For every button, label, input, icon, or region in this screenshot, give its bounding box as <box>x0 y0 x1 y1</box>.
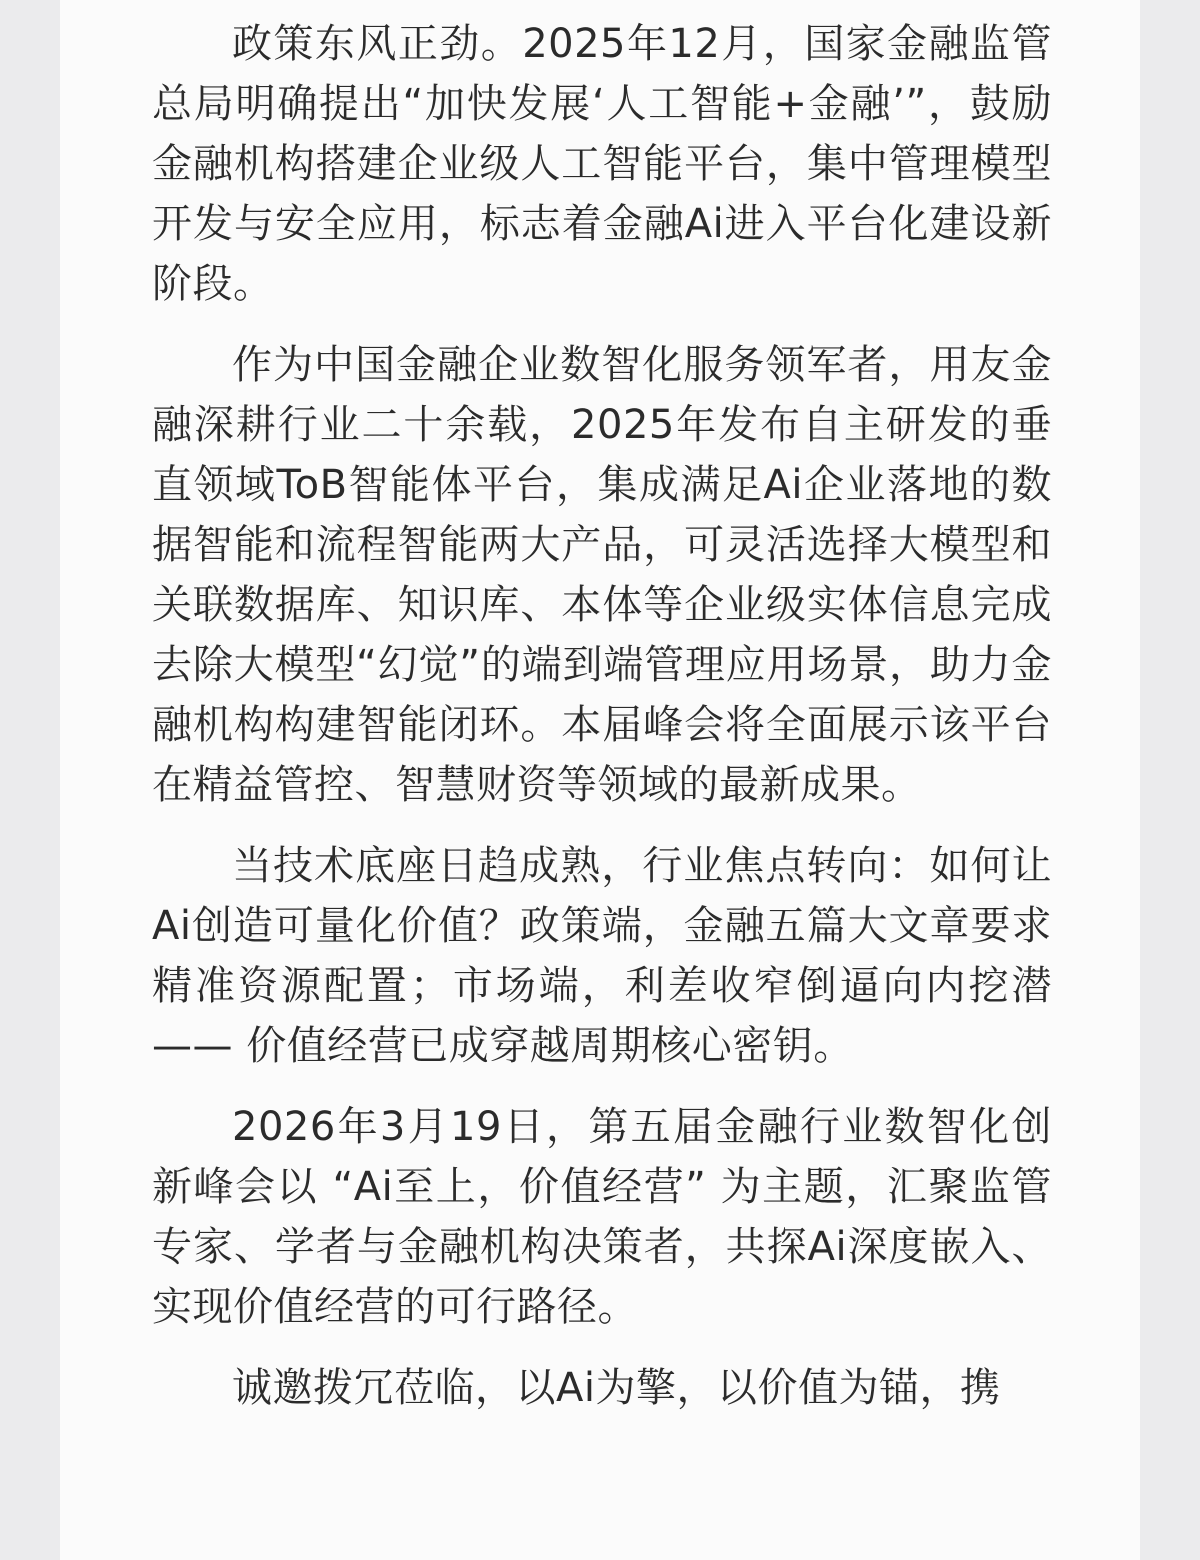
paragraph-yonyou-platform: 作为中国金融企业数智化服务领军者，用友金融深耕行业二十余载，2025年发布自主研发的垂直领域ToB智能体平台，集成满足Ai企业落地的数据智能和流程智能两大产品，可灵活选择大模型和关联数据库、知识库、本体等企业级实体信息完成去除大模型“幻觉”的端到端管理应用场景，助力金融机构构建智能闭环。本届峰会将全面展示该平台在精益管控、智慧财资等领域的最新成果。 <box>152 342 1052 808</box>
paragraph-policy: 政策东风正劲。2025年12月，国家金融监管总局明确提出“加快发展‘人工智能+金融’”，鼓励金融机构搭建企业级人工智能平台，集中管理模型开发与安全应用，标志着金融Ai进入平台化建设新阶段。 <box>152 21 1052 307</box>
paragraph-value-focus: 当技术底座日趋成熟，行业焦点转向：如何让Ai创造可量化价值？政策端，金融五篇大文章要求精准资源配置；市场端，利差收窄倒逼向内挖潜 —— 价值经营已成穿越周期核心密钥。 <box>152 843 1052 1069</box>
article-body <box>152 14 1052 1439</box>
paragraph-summit: 2026年3月19日，第五届金融行业数智化创新峰会以 “Ai至上，价值经营” 为主题，汇聚监管专家、学者与金融机构决策者，共探Ai深度嵌入、实现价值经营的可行路径。 <box>152 1104 1052 1330</box>
article-page <box>60 0 1140 1560</box>
paragraph-invitation: 诚邀拨冗莅临，以Ai为擎，以价值为锚，携 <box>232 1365 1001 1411</box>
